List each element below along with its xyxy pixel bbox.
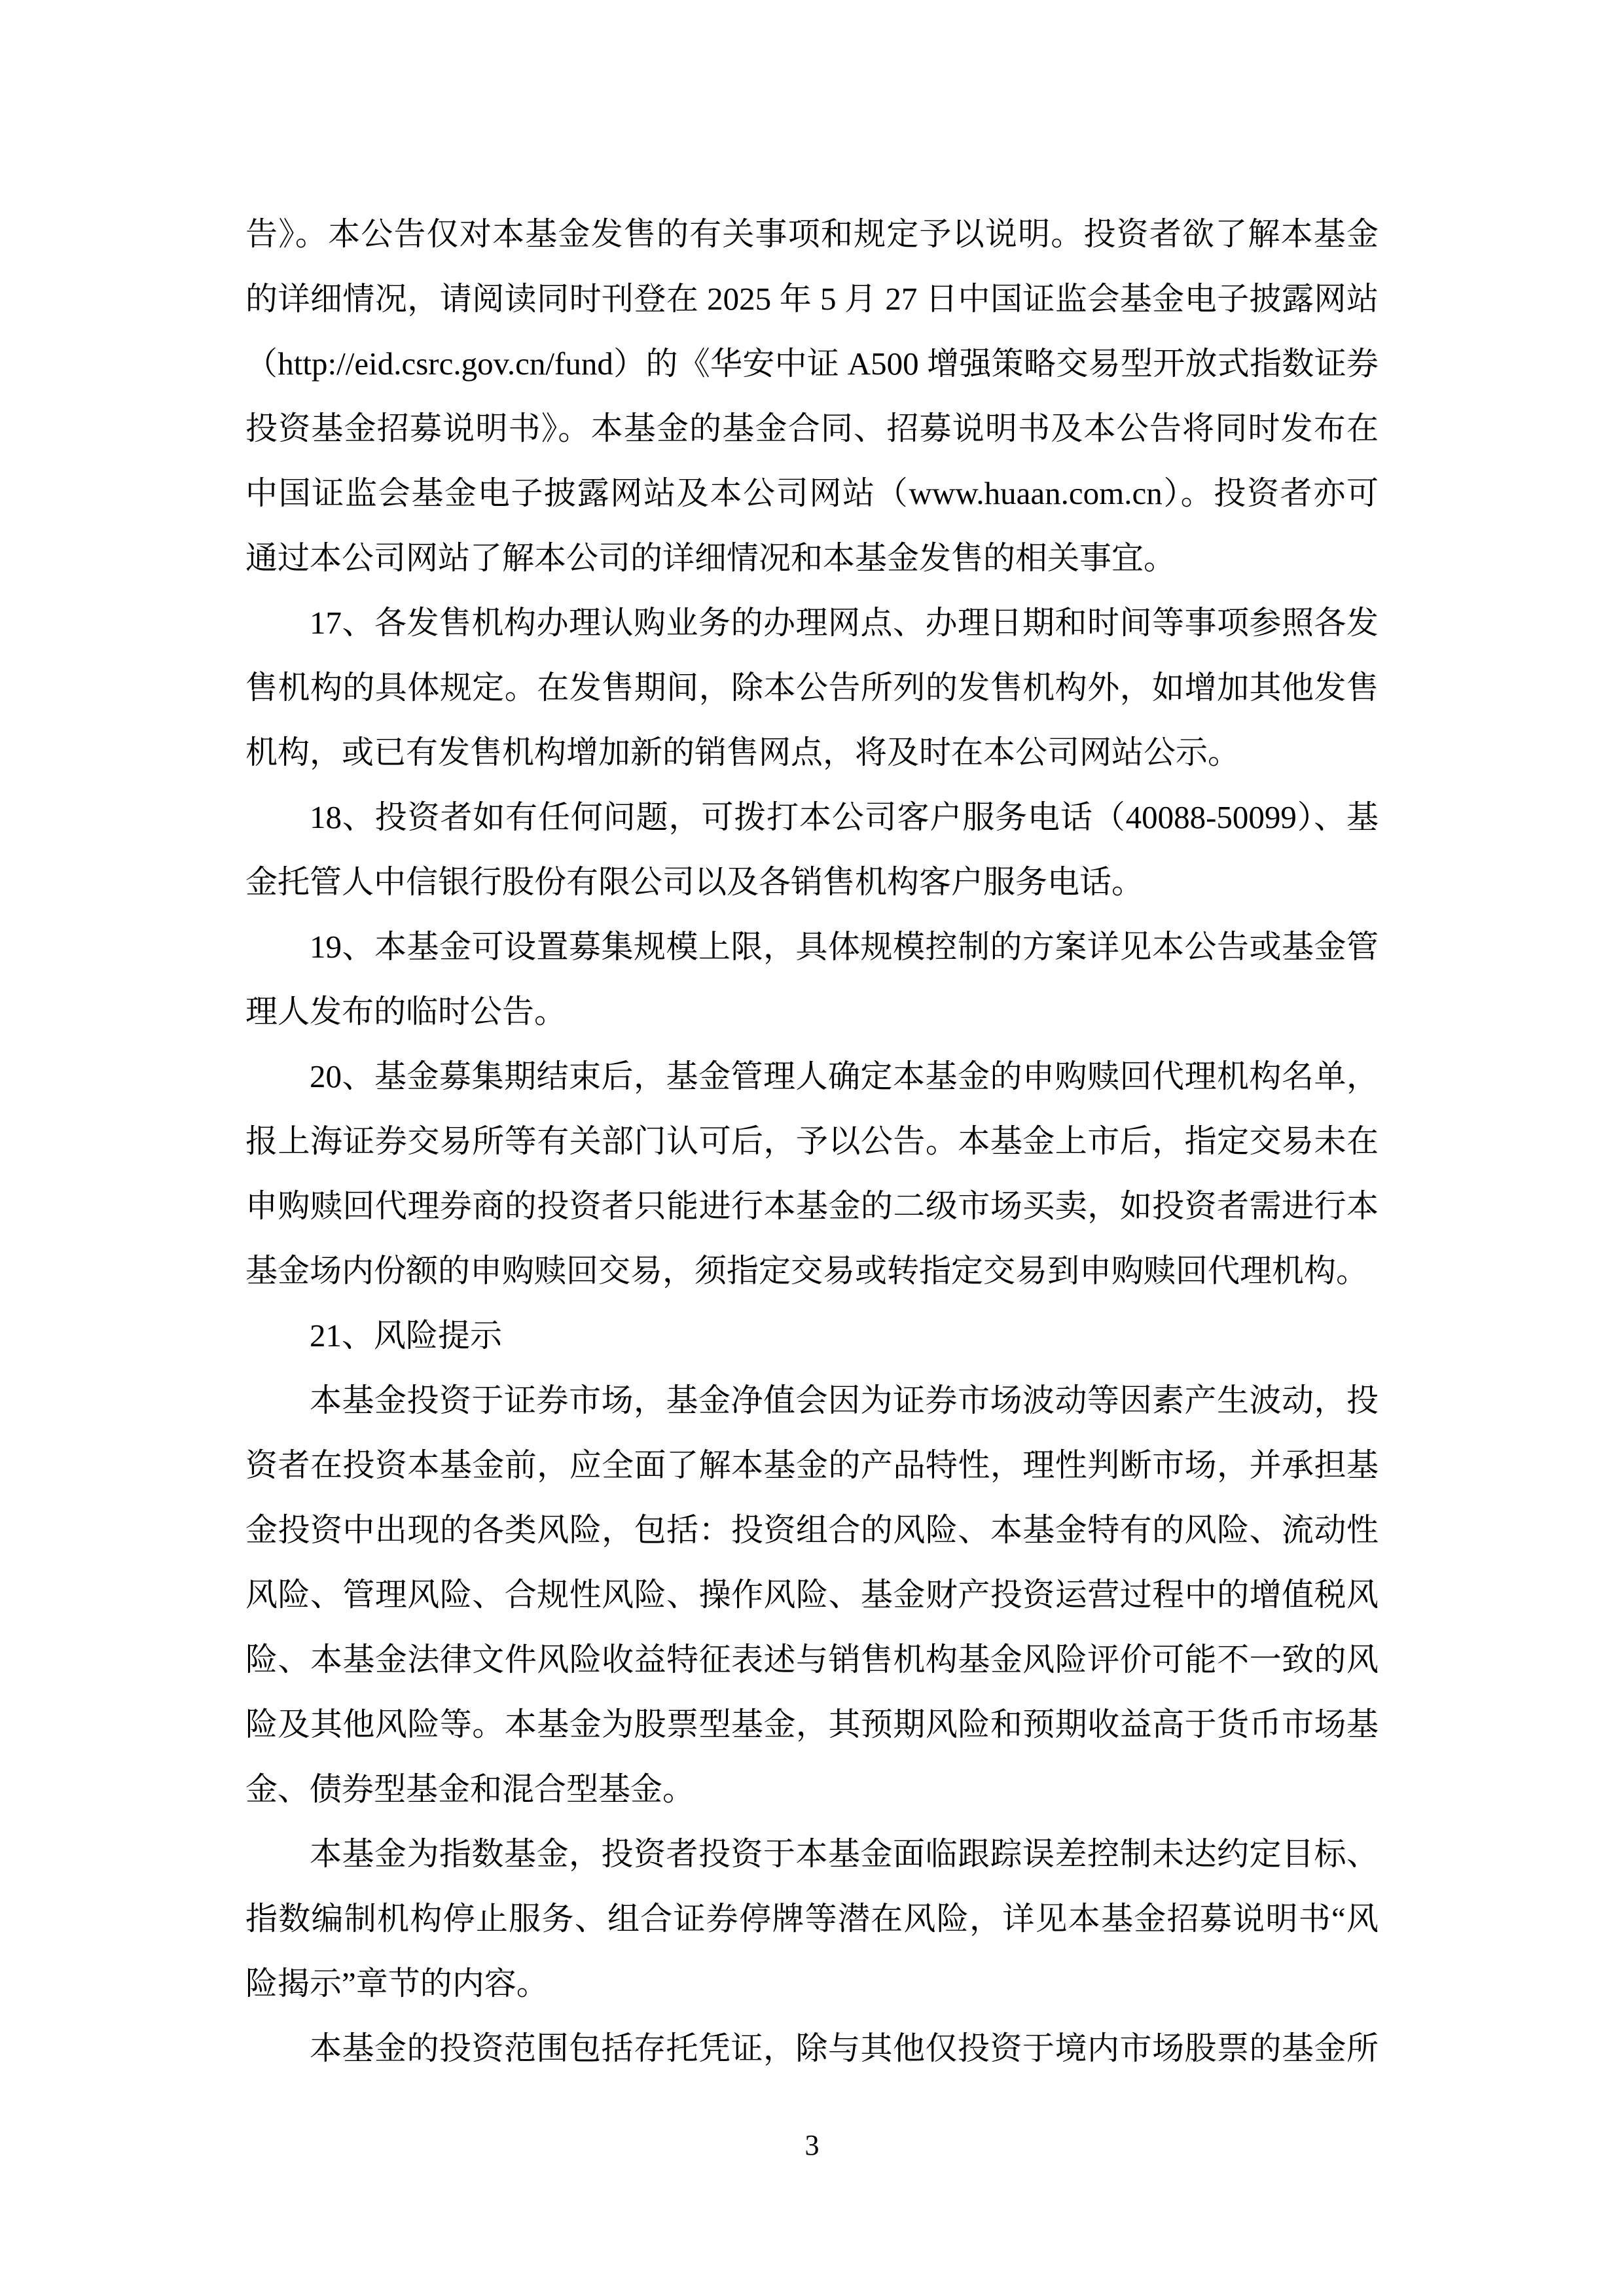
text-line: 理人发布的临时公告。 <box>245 994 567 1030</box>
text-line: 风险、管理风险、合规性风险、操作风险、基金财产投资运营过程中的增值税风 <box>245 1577 1379 1613</box>
text-line: （http://eid.csrc.gov.cn/fund）的《华安中证 A500 增强策略交易型开放式指数证券 <box>245 346 1379 382</box>
text-line: 本基金投资于证券市场，基金净值会因为证券市场波动等因素产生波动，投 <box>310 1382 1379 1418</box>
text-line: 指数编制机构停止服务、组合证券停牌等潜在风险，详见本基金招募说明书“风 <box>245 1901 1379 1937</box>
text-line: 20、基金募集期结束后，基金管理人确定本基金的申购赎回代理机构名单， <box>310 1058 1379 1094</box>
page-number: 3 <box>804 2129 820 2161</box>
text-line: 18、投资者如有任何问题，可拨打本公司客户服务电话（40088-50099）、基 <box>310 799 1379 835</box>
text-line: 中国证监会基金电子披露网站及本公司网站（www.huaan.com.cn）。投资者亦可 <box>245 475 1379 511</box>
text-line: 本基金的投资范围包括存托凭证，除与其他仅投资于境内市场股票的基金所 <box>310 2030 1379 2066</box>
para-continuation <box>245 202 1379 590</box>
text-line: 申购赎回代理券商的投资者只能进行本基金的二级市场买卖，如投资者需进行本 <box>245 1188 1379 1224</box>
para-risk-index <box>245 1821 1379 2016</box>
text-line: 17、各发售机构办理认购业务的办理网点、办理日期和时间等事项参照各发 <box>310 605 1379 641</box>
text-line: 的详细情况，请阅读同时刊登在 2025 年 5 月 27 日中国证监会基金电子披露网站 <box>245 281 1379 317</box>
para-item-18 <box>245 785 1379 914</box>
para-item-19 <box>245 914 1379 1044</box>
text-line: 险及其他风险等。本基金为股票型基金，其预期风险和预期收益高于货币市场基 <box>245 1706 1379 1742</box>
page-footer <box>0 2131 1624 2160</box>
text-line: 报上海证券交易所等有关部门认可后，予以公告。本基金上市后，指定交易未在 <box>245 1123 1379 1159</box>
para-risk-general <box>245 1368 1379 1821</box>
text-line: 金、债券型基金和混合型基金。 <box>245 1771 695 1807</box>
text-line: 告》。本公告仅对本基金发售的有关事项和规定予以说明。投资者欲了解本基金 <box>245 216 1379 252</box>
para-item-17 <box>245 590 1379 785</box>
text-line: 基金场内份额的申购赎回交易，须指定交易或转指定交易到申购赎回代理机构。 <box>245 1253 1369 1289</box>
text-line: 投资基金招募说明书》。本基金的基金合同、招募说明书及本公告将同时发布在 <box>245 410 1379 446</box>
text-line: 售机构的具体规定。在发售期间，除本公告所列的发售机构外，如增加其他发售 <box>245 670 1379 706</box>
text-block <box>245 202 1379 2081</box>
text-line: 金投资中出现的各类风险，包括：投资组合的风险、本基金特有的风险、流动性 <box>245 1512 1379 1548</box>
para-risk-cdr <box>245 2016 1379 2081</box>
text-line: 机构，或已有发售机构增加新的销售网点，将及时在本公司网站公示。 <box>245 734 1240 770</box>
text-line: 金托管人中信银行股份有限公司以及各销售机构客户服务电话。 <box>245 864 1144 900</box>
para-item-21 <box>245 1303 1379 1368</box>
text-line: 19、本基金可设置募集规模上限，具体规模控制的方案详见本公告或基金管 <box>310 929 1379 965</box>
text-line: 本基金为指数基金，投资者投资于本基金面临跟踪误差控制未达约定目标、 <box>310 1836 1379 1872</box>
text-line: 资者在投资本基金前，应全面了解本基金的产品特性，理性判断市场，并承担基 <box>245 1447 1379 1483</box>
text-line: 通过本公司网站了解本公司的详细情况和本基金发售的相关事宜。 <box>245 540 1176 576</box>
text-line: 21、风险提示 <box>310 1318 503 1354</box>
text-line: 险揭示”章节的内容。 <box>245 1965 549 2001</box>
para-item-20 <box>245 1044 1379 1303</box>
text-line: 险、本基金法律文件风险收益特征表述与销售机构基金风险评价可能不一致的风 <box>245 1641 1379 1677</box>
